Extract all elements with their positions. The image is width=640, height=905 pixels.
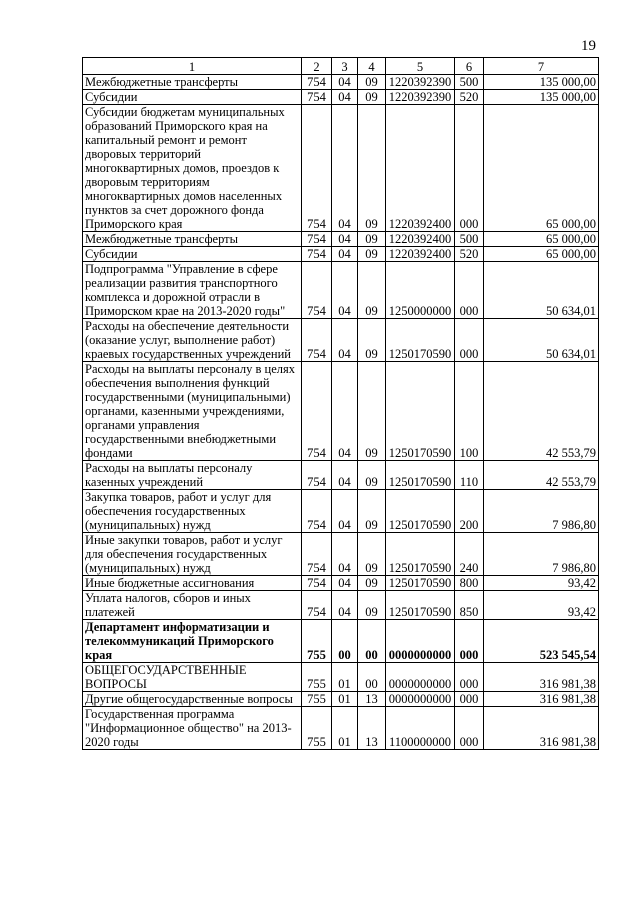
ministry-code-cell: 755 [302, 692, 332, 707]
amount-cell: 7 986,80 [484, 490, 599, 533]
row-name-cell: Расходы на обеспечение деятельности (оказание услуг, выполнение работ) краевых государственных учреждений [83, 319, 302, 362]
ministry-code-cell: 754 [302, 576, 332, 591]
amount-cell: 65 000,00 [484, 105, 599, 232]
row-name-cell: Уплата налогов, сборов и иных платежей [83, 591, 302, 620]
table-row [83, 75, 599, 90]
section-cell: 04 [332, 533, 358, 576]
table-row [83, 90, 599, 105]
section-cell: 04 [332, 90, 358, 105]
amount-cell: 316 981,38 [484, 663, 599, 692]
subsection-cell: 09 [358, 591, 386, 620]
target-article-cell: 1100000000 [386, 707, 455, 750]
ministry-code-cell: 754 [302, 319, 332, 362]
column-header: 6 [455, 58, 484, 75]
subsection-cell: 09 [358, 576, 386, 591]
target-article-cell: 0000000000 [386, 620, 455, 663]
subsection-cell: 09 [358, 90, 386, 105]
subsection-cell: 09 [358, 247, 386, 262]
row-name-cell: Государственная программа "Информационное общество" на 2013-2020 годы [83, 707, 302, 750]
subsection-cell: 09 [358, 75, 386, 90]
amount-cell: 93,42 [484, 591, 599, 620]
ministry-code-cell: 754 [302, 232, 332, 247]
amount-cell: 7 986,80 [484, 533, 599, 576]
subsection-cell: 13 [358, 707, 386, 750]
expense-type-cell: 000 [455, 707, 484, 750]
amount-cell: 135 000,00 [484, 90, 599, 105]
target-article-cell: 1250000000 [386, 262, 455, 319]
subsection-cell: 00 [358, 620, 386, 663]
expense-type-cell: 110 [455, 461, 484, 490]
ministry-code-cell: 754 [302, 247, 332, 262]
table-row [83, 591, 599, 620]
row-name-cell: Расходы на выплаты персоналу казенных учреждений [83, 461, 302, 490]
amount-cell: 50 634,01 [484, 262, 599, 319]
section-cell: 04 [332, 591, 358, 620]
subsection-cell: 09 [358, 362, 386, 461]
amount-cell: 93,42 [484, 576, 599, 591]
section-cell: 04 [332, 362, 358, 461]
expense-type-cell: 850 [455, 591, 484, 620]
header-row [83, 58, 599, 75]
ministry-code-cell: 754 [302, 461, 332, 490]
ministry-code-cell: 754 [302, 75, 332, 90]
amount-cell: 50 634,01 [484, 319, 599, 362]
amount-cell: 316 981,38 [484, 707, 599, 750]
column-header: 5 [386, 58, 455, 75]
expense-type-cell: 500 [455, 232, 484, 247]
column-header: 7 [484, 58, 599, 75]
column-header: 2 [302, 58, 332, 75]
ministry-code-cell: 755 [302, 620, 332, 663]
column-header: 4 [358, 58, 386, 75]
subsection-cell: 09 [358, 533, 386, 576]
row-name-cell: Субсидии [83, 247, 302, 262]
target-article-cell: 1250170590 [386, 591, 455, 620]
row-name-cell: Межбюджетные трансферты [83, 75, 302, 90]
subsection-cell: 09 [358, 490, 386, 533]
amount-cell: 65 000,00 [484, 232, 599, 247]
target-article-cell: 1220392400 [386, 232, 455, 247]
row-name-cell: Иные закупки товаров, работ и услуг для обеспечения государственных (муниципальных) нужд [83, 533, 302, 576]
amount-cell: 135 000,00 [484, 75, 599, 90]
expense-type-cell: 000 [455, 262, 484, 319]
ministry-code-cell: 754 [302, 262, 332, 319]
amount-cell: 523 545,54 [484, 620, 599, 663]
row-name-cell: Подпрограмма "Управление в сфере реализации развития транспортного комплекса и дорожной отрасли в Приморском крае на 2013-2020 годы" [83, 262, 302, 319]
section-cell: 01 [332, 692, 358, 707]
target-article-cell: 1250170590 [386, 319, 455, 362]
table-row [83, 105, 599, 232]
table-row [83, 490, 599, 533]
ministry-code-cell: 754 [302, 105, 332, 232]
ministry-code-cell: 754 [302, 533, 332, 576]
table-row [83, 692, 599, 707]
expense-type-cell: 000 [455, 105, 484, 232]
target-article-cell: 0000000000 [386, 663, 455, 692]
table-row [83, 461, 599, 490]
row-name-cell: Другие общегосударственные вопросы [83, 692, 302, 707]
section-cell: 04 [332, 490, 358, 533]
ministry-code-cell: 755 [302, 707, 332, 750]
section-cell: 04 [332, 75, 358, 90]
table-body [83, 75, 599, 750]
ministry-code-cell: 754 [302, 490, 332, 533]
expense-type-cell: 000 [455, 319, 484, 362]
target-article-cell: 1220392390 [386, 75, 455, 90]
amount-cell: 316 981,38 [484, 692, 599, 707]
target-article-cell: 1220392400 [386, 105, 455, 232]
row-name-cell: ОБЩЕГОСУДАРСТВЕННЫЕ ВОПРОСЫ [83, 663, 302, 692]
target-article-cell: 1250170590 [386, 362, 455, 461]
column-header: 1 [83, 58, 302, 75]
subsection-cell: 09 [358, 232, 386, 247]
row-name-cell: Субсидии бюджетам муниципальных образований Приморского края на капитальный ремонт и ремонт дворовых территорий многоквартирных домов, проездов к дворовым территориям многоквартирных домов населенных пунктов за счет дорожного фонда Приморского края [83, 105, 302, 232]
section-cell: 04 [332, 461, 358, 490]
subsection-cell: 09 [358, 105, 386, 232]
ministry-code-cell: 754 [302, 591, 332, 620]
table-row [83, 262, 599, 319]
target-article-cell: 0000000000 [386, 692, 455, 707]
expense-type-cell: 200 [455, 490, 484, 533]
section-cell: 01 [332, 707, 358, 750]
section-cell: 01 [332, 663, 358, 692]
section-cell: 04 [332, 247, 358, 262]
row-name-cell: Межбюджетные трансферты [83, 232, 302, 247]
section-cell: 00 [332, 620, 358, 663]
subsection-cell: 00 [358, 663, 386, 692]
target-article-cell: 1250170590 [386, 533, 455, 576]
expense-type-cell: 000 [455, 620, 484, 663]
row-name-cell: Субсидии [83, 90, 302, 105]
section-cell: 04 [332, 232, 358, 247]
amount-cell: 65 000,00 [484, 247, 599, 262]
target-article-cell: 1250170590 [386, 461, 455, 490]
budget-table [82, 57, 599, 750]
target-article-cell: 1250170590 [386, 576, 455, 591]
section-cell: 04 [332, 105, 358, 232]
expense-type-cell: 520 [455, 247, 484, 262]
target-article-cell: 1220392390 [386, 90, 455, 105]
ministry-code-cell: 754 [302, 362, 332, 461]
expense-type-cell: 000 [455, 663, 484, 692]
row-name-cell: Закупка товаров, работ и услуг для обеспечения государственных (муниципальных) нужд [83, 490, 302, 533]
column-header: 3 [332, 58, 358, 75]
expense-type-cell: 100 [455, 362, 484, 461]
expense-type-cell: 240 [455, 533, 484, 576]
table-row [83, 232, 599, 247]
section-cell: 04 [332, 262, 358, 319]
table-row [83, 663, 599, 692]
row-name-cell: Департамент информатизации и телекоммуникаций Приморского края [83, 620, 302, 663]
section-cell: 04 [332, 319, 358, 362]
row-name-cell: Расходы на выплаты персоналу в целях обеспечения выполнения функций государственными (муниципальными) органами, казенными учреждениями, органами управления государственными внебюджетными фондами [83, 362, 302, 461]
section-cell: 04 [332, 576, 358, 591]
row-name-cell: Иные бюджетные ассигнования [83, 576, 302, 591]
ministry-code-cell: 755 [302, 663, 332, 692]
target-article-cell: 1220392400 [386, 247, 455, 262]
table-row [83, 533, 599, 576]
amount-cell: 42 553,79 [484, 461, 599, 490]
subsection-cell: 09 [358, 319, 386, 362]
table-row [83, 247, 599, 262]
expense-type-cell: 500 [455, 75, 484, 90]
expense-type-cell: 520 [455, 90, 484, 105]
ministry-code-cell: 754 [302, 90, 332, 105]
page-number: 19 [581, 38, 596, 54]
table-row [83, 620, 599, 663]
expense-type-cell: 800 [455, 576, 484, 591]
subsection-cell: 09 [358, 262, 386, 319]
table-row [83, 362, 599, 461]
table-row [83, 319, 599, 362]
amount-cell: 42 553,79 [484, 362, 599, 461]
table-row [83, 707, 599, 750]
subsection-cell: 13 [358, 692, 386, 707]
target-article-cell: 1250170590 [386, 490, 455, 533]
expense-type-cell: 000 [455, 692, 484, 707]
table-row [83, 576, 599, 591]
subsection-cell: 09 [358, 461, 386, 490]
